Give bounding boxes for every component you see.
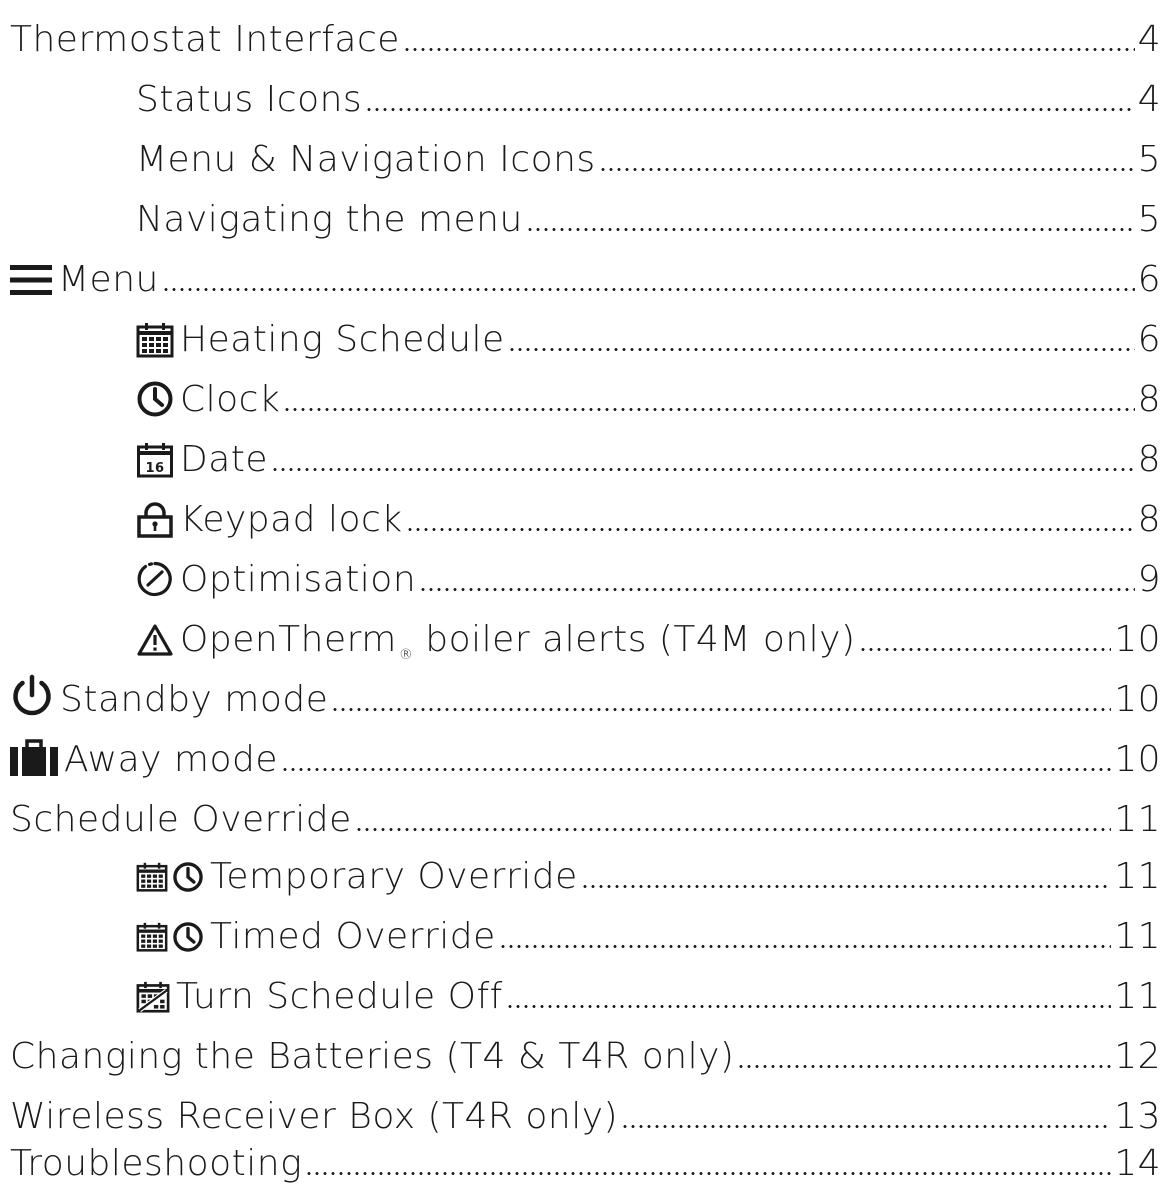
dot-leader [331, 708, 1111, 711]
toc-entry-title: Away mode [64, 739, 279, 780]
suitcase-icon [10, 738, 58, 778]
toc-entry-temporary-override[interactable] [136, 845, 1161, 895]
toc-entry-title: Turn Schedule Off [176, 976, 503, 1017]
toc-page-number: 10 [1114, 619, 1161, 660]
schedule-off-icon [136, 981, 170, 1013]
toc-entry-title: Keypad lock [180, 499, 403, 540]
dot-leader [283, 408, 1134, 411]
dot-leader [403, 48, 1135, 51]
svg-text:16: 16 [145, 461, 165, 476]
dot-leader [506, 1005, 1111, 1008]
toc-page-number: 13 [1114, 1096, 1161, 1137]
toc-page-number: 6 [1137, 319, 1161, 360]
warning-icon [136, 623, 174, 657]
toc-entry-schedule-override[interactable] [10, 788, 1161, 838]
toc-page-number: 5 [1137, 139, 1161, 180]
clock-icon [172, 861, 204, 893]
toc-page-number: 6 [1137, 259, 1161, 300]
dot-leader [271, 468, 1135, 471]
dot-leader [737, 1065, 1111, 1068]
dot-leader [499, 945, 1111, 948]
toc-page-number: 10 [1114, 739, 1161, 780]
toc-page-number: 11 [1114, 976, 1161, 1017]
toc-entry-keypad-lock[interactable] [136, 488, 1161, 538]
toc-entry-turn-schedule-off[interactable] [136, 965, 1161, 1015]
toc-entry-date[interactable] [136, 428, 1161, 478]
toc-entry-navigating-the-menu[interactable] [136, 188, 1161, 238]
dot-leader [281, 768, 1111, 771]
toc-entry-clock[interactable] [136, 368, 1161, 418]
toc-entry-title: Date [180, 439, 269, 480]
dot-leader [162, 288, 1135, 291]
toc-entry-title: Timed Override [210, 916, 496, 957]
dot-leader [526, 228, 1135, 231]
toc-entry-title: Status Icons [136, 79, 363, 120]
toc-entry-title: Menu & Navigation Icons [136, 139, 596, 180]
toc-entry-menu[interactable] [10, 248, 1161, 298]
toc-page-number: 9 [1137, 559, 1161, 600]
toc-entry-title: OpenTherm [180, 619, 397, 660]
toc-page-number: 4 [1137, 19, 1161, 60]
dot-leader [406, 528, 1135, 531]
toc-entry-title: Wireless Receiver Box (T4R only) [10, 1096, 619, 1137]
dot-leader [355, 828, 1111, 831]
toc-page-number: 8 [1137, 379, 1161, 420]
dot-leader [859, 648, 1112, 651]
registered-mark: ® [398, 647, 414, 663]
toc-page-number: 4 [1137, 79, 1161, 120]
toc-entry-menu-navigation-icons[interactable] [136, 128, 1161, 178]
power-icon [10, 674, 54, 718]
calendar-grid-icon [136, 862, 168, 892]
toc-entry-heating-schedule[interactable] [136, 308, 1161, 358]
calendar-grid-icon [136, 322, 174, 358]
toc-entry-timed-override[interactable] [136, 905, 1161, 955]
toc-entry-title: Optimisation [180, 559, 417, 600]
toc-page-number: 8 [1137, 499, 1161, 540]
toc-entry-troubleshooting[interactable] [10, 1132, 1161, 1182]
toc-entry-title: Thermostat Interface [10, 19, 400, 60]
toc-entry-away-mode[interactable] [10, 728, 1161, 778]
toc-entry-title: Clock [180, 379, 281, 420]
toc-entry-thermostat-interface[interactable] [10, 8, 1161, 58]
toc-entry-title: Changing the Batteries (T4 & T4R only) [10, 1036, 735, 1077]
toc-entry-status-icons[interactable] [136, 68, 1161, 118]
toc-page-number: 11 [1114, 856, 1161, 897]
gauge-icon [136, 560, 174, 598]
toc-entry-optimisation[interactable] [136, 548, 1161, 598]
toc-entry-wireless-receiver-box[interactable] [10, 1085, 1161, 1135]
clock-icon [136, 380, 174, 418]
toc-entry-title-rest: boiler alerts (T4M only) [413, 619, 856, 660]
toc-page-number: 10 [1114, 679, 1161, 720]
calendar-date-icon [136, 442, 174, 478]
toc-page-number: 5 [1137, 199, 1161, 240]
toc-entry-title: Menu [58, 259, 159, 300]
dot-leader [599, 168, 1135, 171]
dot-leader [305, 1172, 1111, 1175]
toc-page-number: 12 [1114, 1036, 1161, 1077]
toc-entry-opentherm-boiler-alerts[interactable] [136, 608, 1161, 663]
dot-leader [365, 108, 1134, 111]
clock-icon [172, 921, 204, 953]
toc-entry-title: Heating Schedule [180, 319, 505, 360]
calendar-grid-icon [136, 922, 168, 952]
dot-leader [621, 1125, 1111, 1128]
toc-page-number: 8 [1137, 439, 1161, 480]
toc-page-number: 14 [1114, 1143, 1161, 1184]
toc-page-number: 11 [1114, 799, 1161, 840]
toc-entry-standby-mode[interactable] [10, 668, 1161, 718]
toc-page-number: 11 [1114, 916, 1161, 957]
dot-leader [508, 348, 1135, 351]
toc-entry-title: Standby mode [60, 679, 329, 720]
menu-icon [10, 263, 52, 297]
dot-leader [581, 885, 1111, 888]
dot-leader [419, 588, 1134, 591]
lock-icon [136, 502, 174, 538]
toc-entry-title: Troubleshooting [10, 1143, 303, 1184]
toc-entry-title: Navigating the menu [136, 199, 523, 240]
toc-entry-title: Temporary Override [210, 856, 578, 897]
toc-entry-title: Schedule Override [10, 799, 352, 840]
toc-entry-changing-the-batteries[interactable] [10, 1025, 1161, 1075]
